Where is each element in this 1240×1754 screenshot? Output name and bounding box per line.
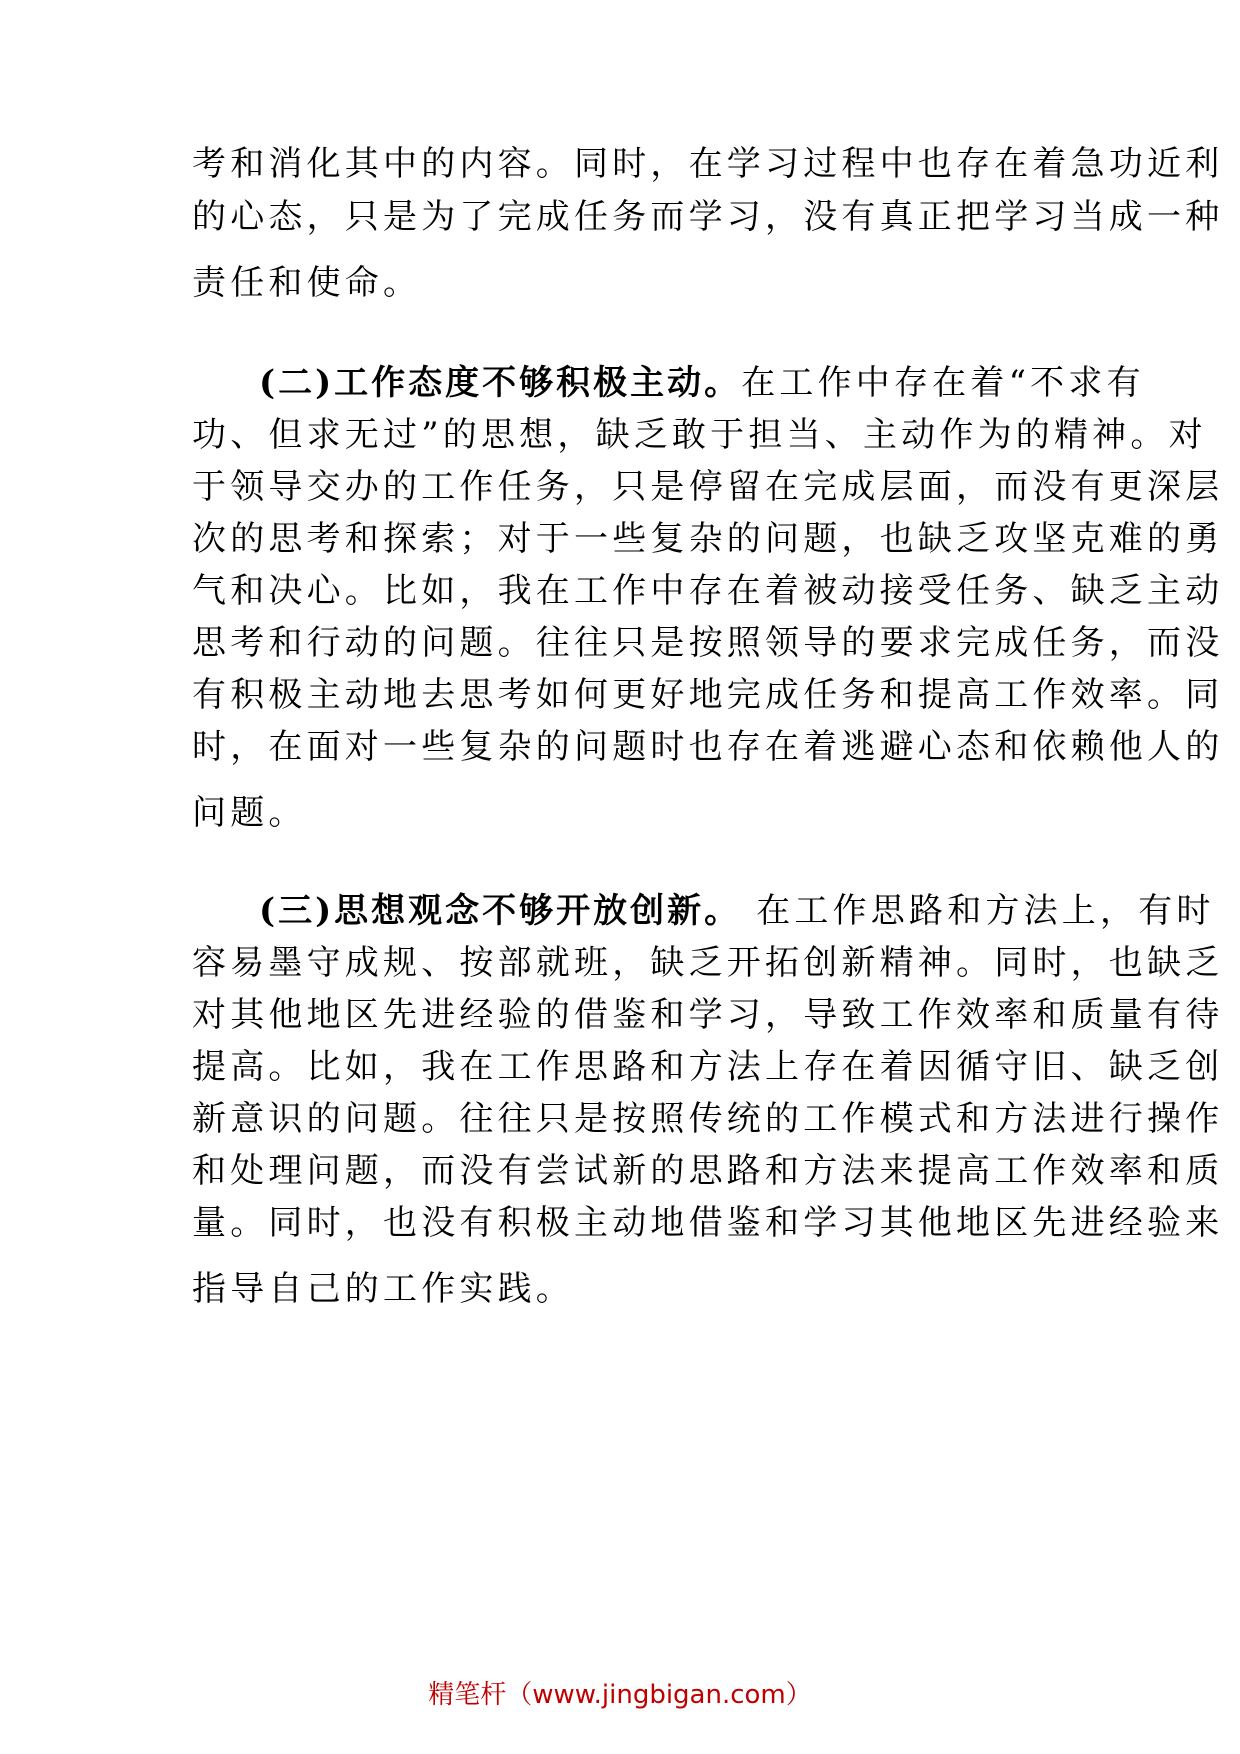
body-line: 新意识的问题。往往只是按照传统的工作模式和方法进行操作 <box>192 1099 1224 1139</box>
section-3-first-line <box>259 882 1215 940</box>
body-line: 指导自己的工作实践。 <box>192 1269 574 1309</box>
body-line: 对其他地区先进经验的借鉴和学习，导致工作效率和质量有待 <box>192 995 1224 1035</box>
body-line: 有积极主动地去思考如何更好地完成任务和提高工作效率。同 <box>192 675 1224 715</box>
footer-watermark: 精笔杆（www.jingbigan.com） <box>428 1680 812 1710</box>
body-line: 提高。比如，我在工作思路和方法上存在着因循守旧、缺乏创 <box>192 1047 1224 1087</box>
body-line: 容易墨守成规、按部就班，缺乏开拓创新精神。同时，也缺乏 <box>192 943 1224 983</box>
section-3-first-text: 在工作思路和方法上，有时 <box>741 891 1215 931</box>
body-line: 时，在面对一些复杂的问题时也存在着逃避心态和依赖他人的 <box>192 727 1224 767</box>
body-line: 次的思考和探索；对于一些复杂的问题，也缺乏攻坚克难的勇 <box>192 519 1224 559</box>
body-line: 量。同时，也没有积极主动地借鉴和学习其他地区先进经验来 <box>192 1203 1224 1243</box>
body-line: 思考和行动的问题。往往只是按照领导的要求完成任务，而没 <box>192 623 1224 663</box>
body-line: 于领导交办的工作任务，只是停留在完成层面，而没有更深层 <box>192 467 1224 507</box>
body-line: 气和决心。比如，我在工作中存在着被动接受任务、缺乏主动 <box>192 571 1224 611</box>
body-line: 责任和使命。 <box>192 263 422 303</box>
body-line: 和处理问题，而没有尝试新的思路和方法来提高工作效率和质 <box>192 1151 1224 1191</box>
body-line: 考和消化其中的内容。同时，在学习过程中也存在着急功近利 <box>192 144 1224 184</box>
section-3-heading: (三)思想观念不够开放创新。 <box>259 891 742 931</box>
section-2-first-line <box>259 354 1145 412</box>
body-line: 的心态，只是为了完成任务而学习，没有真正把学习当成一种 <box>192 197 1224 237</box>
section-2-first-text: 在工作中存在着“不求有 <box>741 363 1145 403</box>
body-line: 功、但求无过”的思想，缺乏敢于担当、主动作为的精神。对 <box>192 415 1207 455</box>
section-2-heading: (二)工作态度不够积极主动。 <box>259 363 742 403</box>
body-line: 问题。 <box>192 793 307 833</box>
